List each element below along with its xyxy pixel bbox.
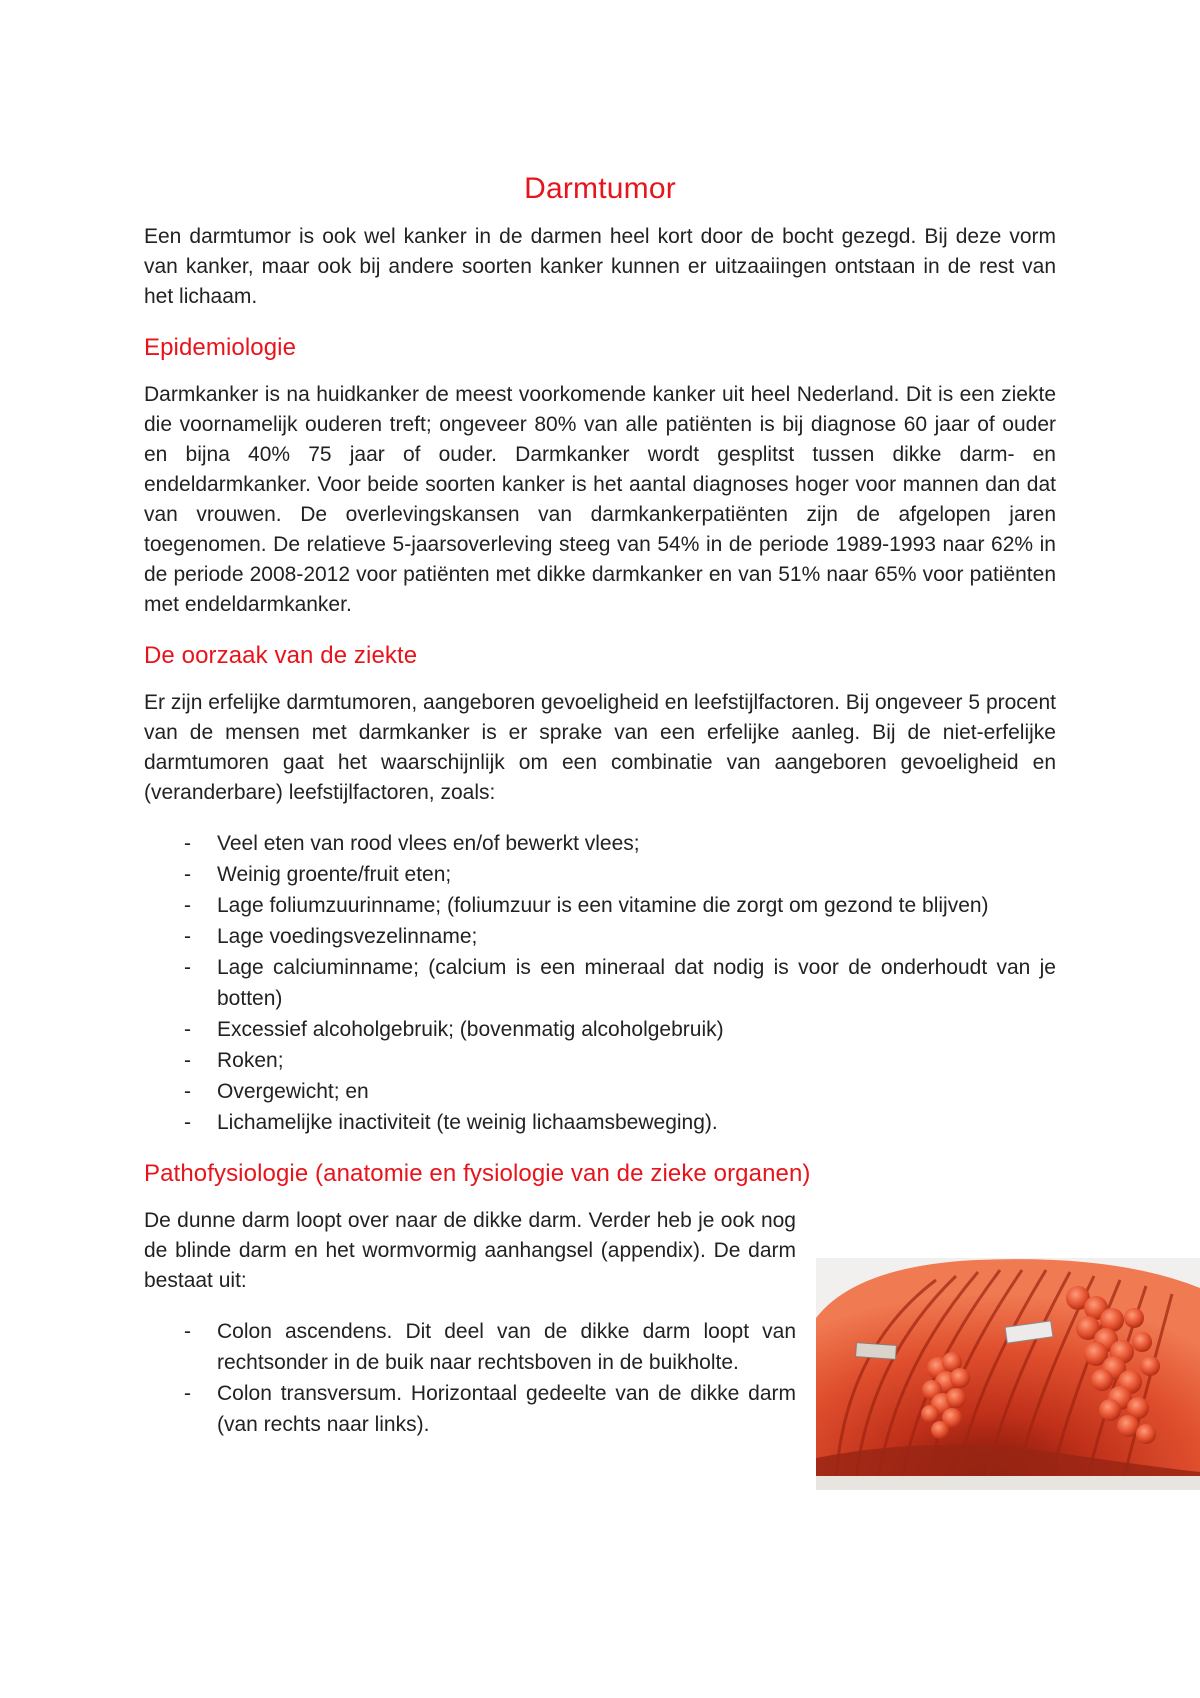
dash-bullet: - [184,1111,191,1134]
dash-bullet: - [184,1320,191,1343]
list-item: - Lichamelijke inactiviteit (te weinig lichaamsbeweging). [144,1107,1056,1138]
heading-epidemiologie: Epidemiologie [144,334,297,361]
list-item: - Weinig groente/fruit eten; [144,859,1056,890]
list-item: - Roken; [144,1045,1056,1076]
heading-pathofysiologie: Pathofysiologie (anatomie en fysiologie van de zieke organen) [144,1160,811,1187]
intro-paragraph: Een darmtumor is ook wel kanker in de darmen heel kort door de bocht gezegd. Bij deze vorm van kanker, maar ook bij andere soorten kanker kunnen er uitzaaiingen ontstaan in de rest van het lichaam. [144,225,1056,308]
dash-bullet: - [184,1018,191,1041]
colon-parts-list [144,1316,796,1440]
pathofysiologie-paragraph: De dunne darm loopt over naar de dikke darm. Verder heb je ook nog de blinde darm en het wormvormig aanhangsel (appendix). De darm bestaat uit: [144,1209,796,1292]
list-item: - Veel eten van rood vlees en/of bewerkt vlees; [144,828,1056,859]
dash-bullet: - [184,1080,191,1103]
epidemiologie-paragraph: Darmkanker is na huidkanker de meest voorkomende kanker uit heel Nederland. Dit is een ziekte die voornamelijk ouderen treft; ongeveer 80% van alle patiënten is bij diagnose 60 jaar of ouder en bijna 40% 75 jaar of ouder. Darmkanker wordt gesplitst tussen dikke darm- en endeldarmkanker. Voor beide soorten kanker is het aantal diagnoses hoger voor mannen dan dat van vrouwen. De overlevingskansen van darmkankerpatiënten zijn de afgelopen jaren toegenomen. De relatieve 5-jaarsoverleving steeg van 54% in de periode 1989-1993 naar 62% in de periode 2008-2012 voor patiënten met dikke darmkanker en van 51% naar 65% voor patiënten met endeldarmkanker. [144,383,1056,616]
list-item: - Colon transversum. Horizontaal gedeelte van de dikke darm (van rechts naar links). [144,1378,796,1440]
heading-oorzaak: De oorzaak van de ziekte [144,642,418,669]
dash-bullet: - [184,894,191,917]
dash-bullet: - [184,1049,191,1072]
dash-bullet: - [184,863,191,886]
list-item: - Excessief alcoholgebruik; (bovenmatig alcoholgebruik) [144,1014,1056,1045]
dash-bullet: - [184,832,191,855]
colon-model-photo [816,1258,1200,1490]
dash-bullet: - [184,956,191,979]
colon-model-illustration [816,1258,1200,1490]
oorzaak-paragraph: Er zijn erfelijke darmtumoren, aangeboren gevoeligheid en leefstijlfactoren. Bij ongeveer 5 procent van de mensen met darmkanker is er sprake van een erfelijke aanleg. Bij de niet-erfelijke darmtumoren gaat het waarschijnlijk om een combinatie van aangeboren gevoeligheid en (veranderbare) leefstijlfactoren, zoals: [144,691,1056,804]
dash-bullet: - [184,1382,191,1405]
pathofysiologie-block [144,1206,796,1440]
list-item: - Overgewicht; en [144,1076,1056,1107]
document-content [144,172,1056,1440]
list-item: - Lage calciuminname; (calcium is een mineraal dat nodig is voor de onderhoudt van je botten) [144,952,1056,1014]
list-item: - Colon ascendens. Dit deel van de dikke darm loopt van rechtsonder in de buik naar rechtsboven in de buikholte. [144,1316,796,1378]
dash-bullet: - [184,925,191,948]
list-item: - Lage foliumzuurinname; (foliumzuur is een vitamine die zorgt om gezond te blijven) [144,890,1056,921]
list-item: - Lage voedingsvezelinname; [144,921,1056,952]
risk-factor-list [144,828,1056,1138]
document-title: Darmtumor [524,172,676,205]
